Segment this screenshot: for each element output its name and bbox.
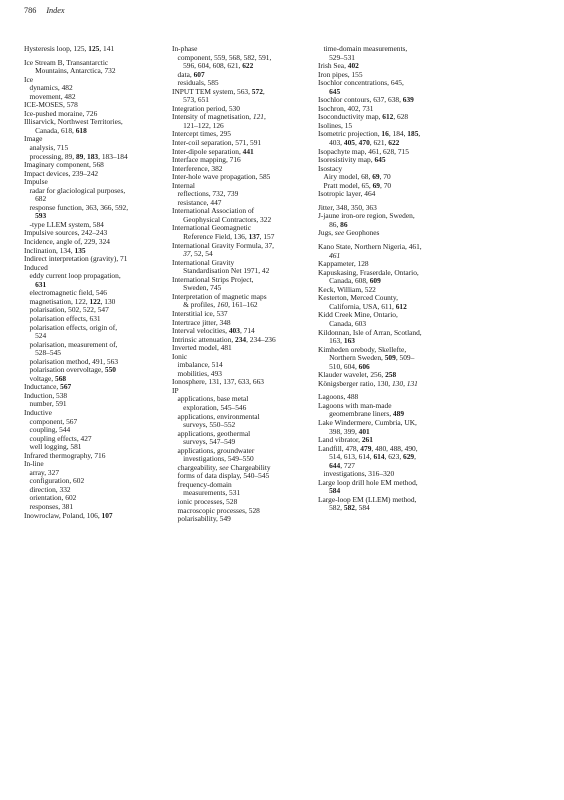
entry-text: , 480, 488, 490, xyxy=(371,443,418,453)
entry-text: Intrinsic attenuation, xyxy=(172,334,236,344)
entry-text: 514, 613, 614, xyxy=(318,452,374,462)
entry-text: Isoresistivity map, xyxy=(318,155,375,165)
entry-text: applications, base metal xyxy=(172,394,249,404)
page-title: Index xyxy=(46,6,65,15)
index-entry-line xyxy=(24,67,164,76)
bold-page-ref: 405 xyxy=(343,138,355,148)
entry-text: Ionosphere, 131, 137, 633, 663 xyxy=(172,377,264,387)
entry-text: dynamics, 482 xyxy=(24,83,73,93)
entry-text: Lagoons, 488 xyxy=(318,392,359,402)
bold-page-ref: 607 xyxy=(193,69,205,79)
entry-text: Land vibrator, xyxy=(318,435,362,445)
entry-text: polarisation overvoltage, xyxy=(24,365,105,375)
entry-text: Canada, 618, xyxy=(24,125,76,135)
entry-text: imbalance, 514 xyxy=(172,360,223,370)
index-entry-line xyxy=(172,344,318,353)
entry-text: Induced xyxy=(24,262,48,272)
entry-text: magnetisation, 122, xyxy=(24,296,90,306)
entry-text: Jitter, 348, 350, 363 xyxy=(318,202,377,212)
entry-text: data, xyxy=(172,69,194,79)
entry-text: Kapuskasing, Fraserdale, Ontario, xyxy=(318,267,419,277)
index-entry-line xyxy=(318,504,466,513)
bold-page-ref: 125 xyxy=(88,44,100,53)
bold-page-ref: 69 xyxy=(372,180,380,190)
entry-text: Ice xyxy=(24,74,34,84)
italic-page-ref: 37 xyxy=(183,249,191,259)
bold-page-ref: 16 xyxy=(381,129,389,139)
entry-text: Inverted model, 481 xyxy=(172,343,232,353)
entry-text: 524 xyxy=(24,331,47,341)
entry-text: coupling, 544 xyxy=(24,425,71,435)
entry-text: In-line xyxy=(24,459,44,469)
bold-page-ref: 403 xyxy=(228,326,240,336)
entry-text: Intensity of magnetisation, xyxy=(172,112,253,122)
entry-text: Geophones xyxy=(344,228,380,238)
entry-text: Isopachyte map, 461, 628, 715 xyxy=(318,146,409,156)
bold-page-ref: 645 xyxy=(374,155,386,165)
bold-page-ref: 183 xyxy=(87,151,99,161)
entry-text: response function, 363, 366, 592, xyxy=(24,202,129,212)
entry-text: Isoconductivity map, xyxy=(318,112,383,122)
entry-text: polarisation, 502, 522, 547 xyxy=(24,305,109,315)
bold-page-ref: 606 xyxy=(358,361,370,371)
entry-text: 398, 399, xyxy=(318,426,359,436)
entry-text: , 628 xyxy=(393,112,409,122)
entry-text: Ionic xyxy=(172,351,188,361)
entry-text: residuals, 585 xyxy=(172,78,219,88)
entry-text: Hysteresis loop, 125, xyxy=(24,44,89,53)
index-entry-line xyxy=(318,380,466,389)
index-column-1 xyxy=(24,45,164,520)
entry-text: , 184, xyxy=(388,129,408,139)
entry-text: surveys, 547–549 xyxy=(172,437,236,447)
entry-text: frequency-domain xyxy=(172,479,232,489)
index-entry-line xyxy=(172,515,318,524)
entry-text: Large-loop EM (LLEM) method, xyxy=(318,494,417,504)
entry-text: polarisation, measurement of, xyxy=(24,339,118,349)
entry-text: Inter-hole wave propagation, 585 xyxy=(172,172,271,182)
entry-text: 596, 604, 608, 621, xyxy=(172,61,243,71)
entry-text: 582, xyxy=(318,503,344,513)
entry-text: Impact devices, 239–242 xyxy=(24,168,99,178)
entry-text: measurements, 531 xyxy=(172,488,241,498)
bold-page-ref: 622 xyxy=(388,138,400,148)
entry-text: In-phase xyxy=(172,44,198,53)
entry-text: Interval velocities, xyxy=(172,326,229,336)
bold-page-ref: 163 xyxy=(343,336,355,346)
entry-text: , 621, xyxy=(369,138,389,148)
entry-text: Ice Stream B, Transantarctic xyxy=(24,57,109,67)
entry-text: 682 xyxy=(24,194,47,204)
bold-page-ref: 489 xyxy=(392,409,405,419)
entry-text: Chargeability xyxy=(228,462,271,472)
entry-text: coupling effects, 427 xyxy=(24,433,92,443)
entry-text: component, 559, 568, 582, 591, xyxy=(172,52,272,62)
bold-page-ref: 107 xyxy=(101,510,113,520)
entry-text: Mountains, Antarctica, 732 xyxy=(24,66,116,76)
entry-text: International Association of xyxy=(172,206,255,216)
entry-text: Isostacy xyxy=(318,163,343,173)
entry-text: International Strips Project, xyxy=(172,274,254,284)
bold-page-ref: 645 xyxy=(329,86,341,96)
bold-page-ref: 470 xyxy=(358,138,370,148)
bold-page-ref: 618 xyxy=(75,125,87,135)
entry-text: International Gravity xyxy=(172,257,235,267)
entry-text: Keck, William, 522 xyxy=(318,284,376,294)
entry-text: Kappameter, 128 xyxy=(318,259,369,269)
bold-page-ref: 568 xyxy=(55,373,67,383)
entry-text: Iron pipes, 155 xyxy=(318,69,363,79)
bold-page-ref: 550 xyxy=(104,365,116,375)
bold-page-ref: 185 xyxy=(407,129,419,139)
bold-page-ref: 89 xyxy=(75,151,84,161)
entry-text: movement, 482 xyxy=(24,91,76,101)
entry-text: well logging, 581 xyxy=(24,442,82,452)
entry-text: Kimheden orebody, Skellefte, xyxy=(318,344,407,354)
entry-text: , xyxy=(83,151,88,161)
entry-text: Imaginary component, 568 xyxy=(24,160,104,170)
entry-text: number, 591 xyxy=(24,399,67,409)
entry-text: Northern Sweden, xyxy=(318,353,385,363)
entry-text: Indirect interpretation (gravity), 71 xyxy=(24,254,128,264)
bold-page-ref: 234 xyxy=(235,334,247,344)
entry-text: Geophysical Contractors, 322 xyxy=(172,214,272,224)
page-header xyxy=(24,6,65,16)
italic-page-ref: 130 xyxy=(391,378,404,388)
entry-text: , 584 xyxy=(354,503,370,513)
entry-text: macroscopic processes, 528 xyxy=(172,505,260,515)
index-entry-line xyxy=(318,229,466,238)
index-entry-line xyxy=(318,479,466,488)
entry-text: Inter-dipole separation, xyxy=(172,146,243,156)
bold-page-ref: 258 xyxy=(385,370,397,380)
bold-page-ref: 261 xyxy=(361,435,373,445)
entry-text: INPUT TEM system, 563, xyxy=(172,86,252,96)
entry-text: direction, 332 xyxy=(24,484,71,494)
entry-text: Interface mapping, 716 xyxy=(172,155,241,165)
entry-text: resistance, 447 xyxy=(172,197,222,207)
entry-text: Sweden, 745 xyxy=(172,283,222,293)
entry-text: , xyxy=(262,86,265,96)
index-column-2 xyxy=(172,45,318,524)
entry-text: eddy current loop propagation, xyxy=(24,271,121,281)
entry-text: investigations, 549–550 xyxy=(172,454,254,464)
bold-page-ref: 441 xyxy=(242,146,254,156)
entry-text: Illisarvick, Northwest Territories, xyxy=(24,117,123,127)
index-entry-line xyxy=(318,243,466,252)
entry-text: 121–122, 126 xyxy=(172,120,224,130)
entry-text: Inclination, 134, xyxy=(24,245,75,255)
entry-text: Intercept times, 295 xyxy=(172,129,231,139)
entry-text: Canada, 608, xyxy=(318,276,370,286)
entry-text: International Gravity Formula, 37, xyxy=(172,240,275,250)
entry-text: Klauder wavelet, 256, xyxy=(318,370,386,380)
index-entry-line xyxy=(318,79,466,88)
entry-text: polarisation effects, origin of, xyxy=(24,322,118,332)
entry-text: polarisation effects, 631 xyxy=(24,313,101,323)
entry-text: Isochlor concentrations, 645, xyxy=(318,78,404,88)
entry-text: Lake Windermere, Cumbria, UK, xyxy=(318,417,417,427)
italic-page-ref: see xyxy=(334,228,345,238)
entry-text: 529–531 xyxy=(318,52,355,62)
italic-page-ref: 461 xyxy=(329,250,341,260)
index-column-3 xyxy=(318,45,466,513)
entry-text: Integration period, 530 xyxy=(172,103,240,113)
entry-text: Lagoons with man-made xyxy=(318,400,392,410)
entry-text: International Geomagnetic xyxy=(172,223,252,233)
entry-text: , 183–184 xyxy=(98,151,128,161)
entry-text: Inter-coil separation, 571, 591 xyxy=(172,138,262,148)
bold-page-ref: 584 xyxy=(329,486,341,496)
bold-page-ref: 593 xyxy=(35,211,47,221)
entry-text: configuration, 602 xyxy=(24,476,85,486)
entry-text: voltage, xyxy=(24,373,55,383)
entry-text: Kildonnan, Isle of Arran, Scotland, xyxy=(318,327,422,337)
entry-text: 163, xyxy=(318,336,344,346)
entry-text: Standardisation Net 1971, 42 xyxy=(172,266,270,276)
bold-page-ref: 401 xyxy=(358,426,370,436)
entry-text: & profiles, xyxy=(172,300,217,310)
entry-text: Impulsive sources, 242–243 xyxy=(24,228,108,238)
bold-page-ref: 622 xyxy=(242,61,254,71)
entry-text: Pratt model, 65, xyxy=(318,180,373,190)
entry-text: applications, environmental xyxy=(172,411,260,421)
entry-text: 403, xyxy=(318,138,344,148)
bold-page-ref: 614 xyxy=(373,452,385,462)
entry-text: , 157 xyxy=(259,232,275,242)
entry-text: forms of data display, 540–545 xyxy=(172,471,270,481)
bold-page-ref: 631 xyxy=(35,279,47,289)
entry-text: Incidence, angle of, 229, 324 xyxy=(24,237,110,247)
entry-text: , 714 xyxy=(239,326,255,336)
entry-text: Isotropic layer, 464 xyxy=(318,189,376,199)
entry-text: applications, geothermal xyxy=(172,428,251,438)
index-entry-line xyxy=(24,45,164,54)
entry-text: , 70 xyxy=(379,172,391,182)
entry-text: IP xyxy=(172,385,179,395)
entry-text: geomembrane liners, xyxy=(318,409,393,419)
entry-text: Isochlor contours, 637, 638, xyxy=(318,95,403,105)
entry-text: Canada, 603 xyxy=(318,318,367,328)
entry-text: Kesterton, Merced County, xyxy=(318,293,398,303)
entry-text: Internal xyxy=(172,180,195,190)
entry-text: , 161–162 xyxy=(228,300,258,310)
entry-text: Induction, 538 xyxy=(24,390,68,400)
entry-text: Reference Field, 136, xyxy=(172,232,249,242)
entry-text: , xyxy=(418,129,421,139)
entry-text: 528–545 xyxy=(24,348,61,358)
bold-page-ref: 582 xyxy=(343,503,355,513)
entry-text: ICE-MOSES, 578 xyxy=(24,100,78,110)
entry-text: Interpretation of magnetic maps xyxy=(172,291,267,301)
entry-text: 510, 604, xyxy=(318,361,359,371)
entry-text: Intertrace jitter, 348 xyxy=(172,317,231,327)
entry-text: ionic processes, 528 xyxy=(172,496,238,506)
entry-text: Inowroclaw, Poland, 106, xyxy=(24,510,102,520)
entry-text: , 52, 54 xyxy=(190,249,213,259)
entry-text: chargeability, xyxy=(172,462,220,472)
index-entry-line xyxy=(318,190,466,199)
bold-page-ref: 609 xyxy=(369,276,381,286)
bold-page-ref: 479 xyxy=(360,443,372,453)
entry-text: Ice-pushed moraine, 726 xyxy=(24,108,98,118)
entry-text: 86, xyxy=(318,219,341,229)
entry-text: surveys, 550–552 xyxy=(172,420,236,430)
page-number: 786 xyxy=(24,6,37,15)
bold-page-ref: 639 xyxy=(402,95,414,105)
entry-text: , xyxy=(414,452,416,462)
entry-text: reflections, 732, 739 xyxy=(172,189,239,199)
entry-text: Inductive xyxy=(24,407,52,417)
entry-text: Landfill, 478, xyxy=(318,443,361,453)
entry-text: orientation, 602 xyxy=(24,493,77,503)
index-entry-line xyxy=(24,452,164,461)
entry-text: electromagnetic field, 546 xyxy=(24,288,107,298)
entry-text: exploration, 545–546 xyxy=(172,402,247,412)
bold-page-ref: 402 xyxy=(347,61,359,71)
entry-text: Interference, 382 xyxy=(172,163,223,173)
entry-text: , 623, xyxy=(384,452,404,462)
entry-text: Jugs, xyxy=(318,228,335,238)
bold-page-ref: 122 xyxy=(89,296,101,306)
entry-text: Königsberger ratio, 130, xyxy=(318,378,392,388)
entry-text: J-jaune iron-ore region, Sweden, xyxy=(318,211,415,221)
entry-text: time-domain measurements, xyxy=(318,44,408,53)
entry-text: Kano State, Northern Nigeria, 461, xyxy=(318,242,422,252)
italic-page-ref: 121 xyxy=(252,112,264,122)
entry-text: Impulse xyxy=(24,177,48,187)
bold-page-ref: 612 xyxy=(395,301,407,311)
entry-text: , 234–236 xyxy=(246,334,276,344)
bold-page-ref: 612 xyxy=(382,112,394,122)
entry-text: applications, groundwater xyxy=(172,445,255,455)
entry-text: , 727 xyxy=(340,460,355,470)
bold-page-ref: 69 xyxy=(372,172,380,182)
entry-text: component, 567 xyxy=(24,416,78,426)
entry-text: , 70 xyxy=(380,180,392,190)
entry-text: Isochron, 402, 731 xyxy=(318,103,374,113)
entry-text: Image xyxy=(24,134,43,144)
entry-text: processing, 89, xyxy=(24,151,76,161)
entry-text: -type LLEM system, 584 xyxy=(24,219,104,229)
index-entry-line xyxy=(24,127,164,136)
index-entry-line xyxy=(172,378,318,387)
italic-page-ref: see xyxy=(219,462,229,472)
bold-page-ref: 572 xyxy=(251,86,263,96)
entry-text: responses, 381 xyxy=(24,501,74,511)
entry-text: array, 327 xyxy=(24,467,60,477)
entry-text: Isometric projection, xyxy=(318,129,382,139)
entry-text: investigations, 316–320 xyxy=(318,469,395,479)
bold-page-ref: 86 xyxy=(340,219,348,229)
bold-page-ref: 567 xyxy=(60,382,72,392)
entry-text: , xyxy=(354,138,359,148)
entry-text: mobilities, 493 xyxy=(172,368,222,378)
bold-page-ref: 137 xyxy=(248,232,260,242)
entry-text: analysis, 715 xyxy=(24,143,69,153)
entry-text: polarisation method, 491, 563 xyxy=(24,356,119,366)
entry-text: Large loop drill hole EM method, xyxy=(318,477,418,487)
entry-text: , 130 xyxy=(100,296,116,306)
index-entry-line xyxy=(24,512,164,521)
bold-page-ref: 509 xyxy=(384,353,396,363)
entry-text: , 141 xyxy=(99,44,115,53)
entry-text: , xyxy=(263,112,266,122)
italic-page-ref: 131 xyxy=(406,378,418,388)
entry-text: Infrared thermography, 716 xyxy=(24,450,106,460)
italic-page-ref: 160 xyxy=(216,300,229,310)
bold-page-ref: 135 xyxy=(74,245,86,255)
entry-text: , 509– xyxy=(395,353,415,363)
entry-text: Inductance, xyxy=(24,382,61,392)
entry-text: Isolines, 15 xyxy=(318,120,353,130)
entry-text: Irish Sea, xyxy=(318,61,348,71)
entry-text: polarisability, 549 xyxy=(172,514,231,524)
bold-page-ref: 629 xyxy=(403,452,415,462)
entry-text: radar for glaciological purposes, xyxy=(24,185,126,195)
entry-text: , xyxy=(403,378,407,388)
entry-text: Airy model, 68, xyxy=(318,172,373,182)
entry-text: Kidd Creek Mine, Ontario, xyxy=(318,310,398,320)
entry-text: 573, 651 xyxy=(172,95,209,105)
entry-text: Interstitial ice, 537 xyxy=(172,308,228,318)
entry-text: California, USA, 611, xyxy=(318,301,396,311)
bold-page-ref: 644 xyxy=(329,460,341,470)
